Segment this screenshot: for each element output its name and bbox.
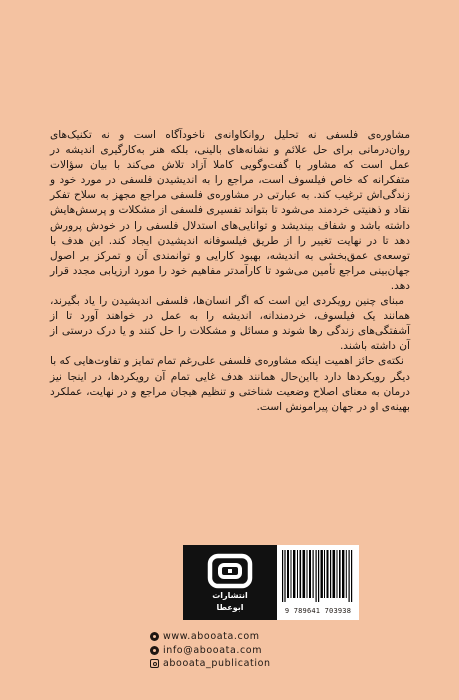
instagram-handle[interactable]: abooata_publication bbox=[163, 658, 271, 669]
publisher-name-line2: ابوعطا bbox=[216, 602, 244, 612]
instagram-row bbox=[150, 657, 330, 671]
email-link[interactable]: info@abooata.com bbox=[163, 644, 263, 656]
synopsis-paragraph-2: مبنای چنین رویکردی این است که اگر انسان‌ها، فلسفی اندیشیدن را یاد بگیرند، همانند یک فیلسوف، خردمندانه، اندیشه را به عمل در خواهند آورد تا از آشفتگی‌های زندگی رها شوند و مسائل و مشکلات را حل کنند و یا درک درستی از آن داشته باشند. bbox=[50, 295, 410, 353]
synopsis-paragraph-3: نکته‌ی حائز اهمیت اینکه مشاوره‌ی فلسفی علی‌رغم تمام تمایز و تفاوت‌هایی که با دیگر رویکردها دارد بااین‌حال همانند هدف غایی تمام آن رویکردها، در اینجا نیز درمان به معنای اصلاح وضعیت شناختی و تنظیم هیجان مراجع و در نهایت، عملکرد بهینه‌ی او در جهان پیرامونش است. bbox=[49, 355, 410, 413]
synopsis-text bbox=[50, 128, 410, 415]
isbn-number: 9 789641 703938 bbox=[284, 607, 352, 615]
globe-icon bbox=[150, 632, 159, 641]
publisher-logo bbox=[183, 545, 277, 620]
publisher-name-line1: انتشارات bbox=[212, 590, 248, 600]
isbn-barcode bbox=[277, 545, 359, 620]
synopsis-paragraph-1: مشاوره‌ی فلسفی نه تحلیل روانکاوانه‌ی ناخودآگاه است و نه تکنیک‌های روان‌درمانی برای حل علائم و نشانه‌های بالینی، بلکه هنر به‌کارگیری اندیشه در عمل است که مشاور با گفت‌وگویی کاملا آزاد تلاش می‌کند با بیان سؤالات متفکرانه که خاص فیلسوف است، مراجع را به اندیشیدن فلسفی در مورد خود و زندگی‌اش ترغیب کند. به عبارتی در مشاوره‌ی فلسفی مراجع مجهز به سلاح تفکر نقاد و ذهنیتی خردمند می‌شود تا بتواند تفسیری فلسفی از مشکلات و پرسش‌هایش داشته باشد و شفاف بیندیشد و توانایی‌های استدلال فلسفی را در خودش پرورش دهد تا در نهایت تغییر را از طریق فیلسوفانه اندیشیدن ایجاد کند. این هدف با توسعه‌ی عمق‌بخشی به اندیشه، بهبود کارایی و توانمندی آن و تمرکز بر اصول جهان‌بینی مراجع تأمین می‌شود تا کارآمدتر مفاهیم خود را مورد ارزیابی مجدد قرار دهد. bbox=[50, 129, 410, 292]
contact-info bbox=[150, 630, 330, 671]
email-row bbox=[150, 644, 330, 658]
barcode-bars bbox=[282, 550, 354, 602]
publisher-logo-icon bbox=[207, 553, 253, 589]
at-sign-icon bbox=[150, 646, 159, 655]
instagram-icon bbox=[150, 659, 159, 668]
website-row bbox=[150, 630, 330, 644]
website-link[interactable]: www.abooata.com bbox=[163, 631, 260, 642]
